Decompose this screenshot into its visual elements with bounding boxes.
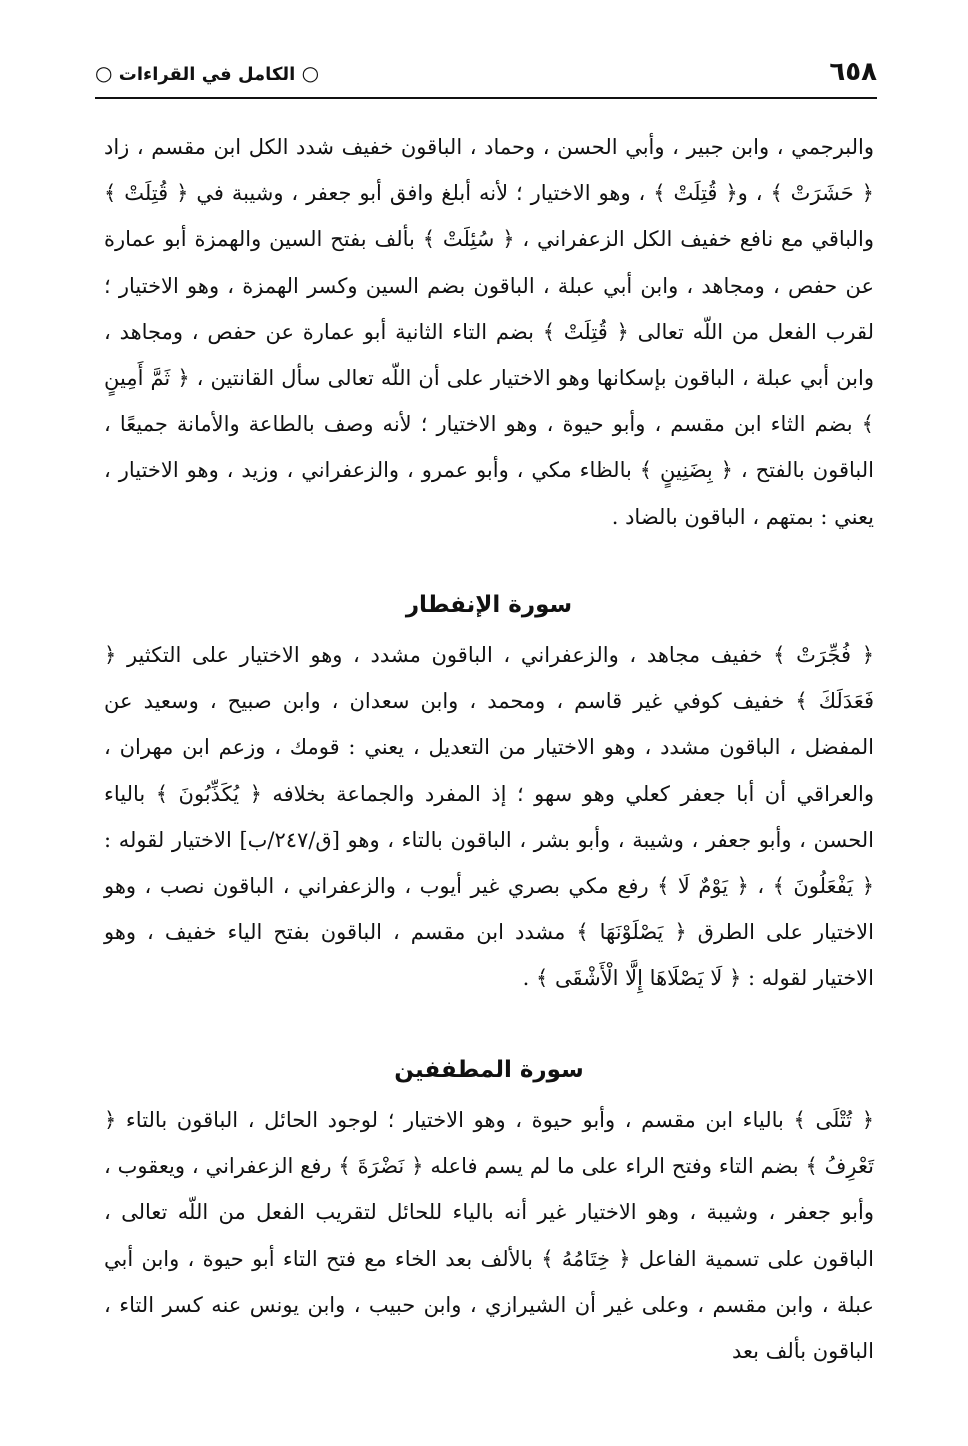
paragraph-infitar: ﴿ فُجِّرَتْ ﴾ خفيف مجاهد ، والزعفراني ، الباقون مشدد ، وهو الاختيار على التكثير ﴿ فَعَدَلَكَ ﴾ خفيف كوفي غير قاسم ، ومحمد ، وابن سعدان ، وابن صبيح ، وسعيد عن المفضل ، الباقون مشدد ، وهو الاختيار من التعديل ، يعني : قومك ، وزعم ابن مهران ، والعراقي أن أبا جعفر كعلي وهو سهو ؛ إذ المفرد والجماعة بخلافه ﴿ يُكَذِّبُونَ ﴾ بالياء الحسن ، وأبو جعفر ، وشيبة ، وأبو بشر ، الباقون بالتاء ، وهو [ق/٢٤٧/ب] الاختيار لقوله : ﴿ يَفْعَلُونَ ﴾ ، ﴿ يَوْمٌ لَا ﴾ رفع مكي بصري غير أيوب ، والزعفراني ، الباقون نصب ، وهو الاختيار على الطرق ﴿ يَصْلَوْنَهَا ﴾ مشدد ابن مقسم ، الباقون بفتح الياء خفيف ، وهو الاختيار لقوله : ﴿ لَا يَصْلَاهَا إِلَّا الْأَشْقَى ﴾ . [104, 643, 874, 991]
page-number: ٦٥٨ [829, 57, 877, 87]
book-title: الكامل في القراءات [118, 64, 296, 85]
paragraph-continuation: والبرجمي ، وابن جبير ، وأبي الحسن ، وحماد ، الباقون خفيف شدد الكل ابن مقسم ، زاد ﴿ حَشَرَتْ ﴾ ، و﴿ قُتِلَتْ ﴾ ، وهو الاختيار ؛ لأنه أبلغ وافق أبو جعفر ، وشيبة في ﴿ قُتِلَتْ ﴾ والباقي مع نافع خفيف الكل الزعفراني ، ﴿ سُئِلَتْ ﴾ بألف بفتح السين والهمزة أبو عمارة عن حفص ، ومجاهد ، وابن أبي عبلة ، الباقون بضم السين وكسر الهمزة ، وهو الاختيار ؛ لقرب الفعل من اللّه تعالى ﴿ قُتِلَتْ ﴾ بضم التاء الثانية أبو عمارة عن حفص ، ومجاهد ، وابن أبي عبلة ، الباقون بإسكانها وهو الاختيار على أن اللّه تعالى سأل القانتين ، ﴿ ثَمَّ أَمِينٍ ﴾ بضم الثاء ابن مقسم ، وأبو حيوة ، وهو الاختيار ؛ لأنه وصف بالطاعة والأمانة جميعًا ، الباقون بالفتح ، ﴿ بِضَنِينٍ ﴾ بالظاء مكي ، وأبو عمرو ، والزعفراني ، وزيد ، وهو الاختيار ، يعني : بمتهم ، الباقون بالضاد . [104, 135, 874, 529]
section-heading-infitar: سورة الإنفطار [405, 592, 573, 618]
section-heading-mutaffifin: سورة المطففين [394, 1057, 584, 1083]
running-title [95, 58, 319, 90]
paragraph-mutaffifin: ﴿ تُتْلَى ﴾ بالياء ابن مقسم ، وأبو حيوة ، وهو الاختيار ؛ لوجود الحائل ، الباقون بالتاء ﴿ تَعْرِفُ ﴾ بضم التاء وفتح الراء على ما لم يسم فاعله ﴿ نَضْرَةَ ﴾ رفع الزعفراني ، ويعقوب ، وأبو جعفر ، وشيبة ، وهو الاختيار غير أنه بالياء للحائل لتقريب الفعل من اللّه تعالى ، الباقون على تسمية الفاعل ﴿ خِتَامُهُ ﴾ بالألف بعد الخاء مع فتح التاء أبو حيوة ، وابن أبي عبلة ، وابن مقسم ، وعلى غير أن الشيرازي ، وابن حبيب ، وابن يونس عنه كسر التاء ، الباقون بألف بعد [104, 1108, 874, 1364]
header-divider [95, 97, 877, 99]
page-header [95, 54, 877, 96]
circle-ornament-icon: ○ [301, 61, 320, 85]
circle-ornament-icon: ○ [95, 61, 113, 85]
